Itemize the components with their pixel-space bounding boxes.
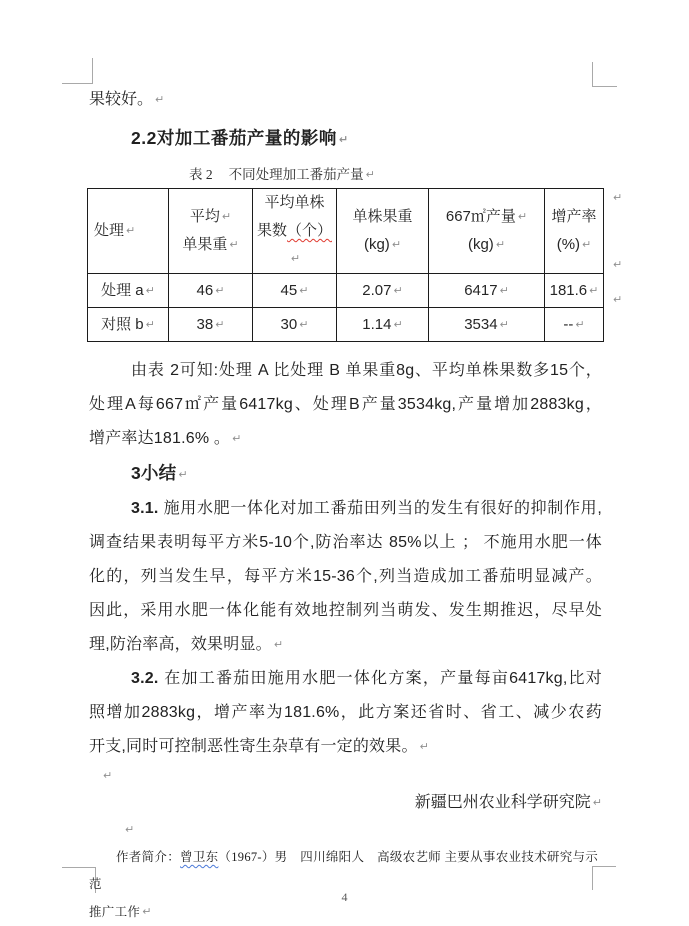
affiliation-text: 新疆巴州农业科学研究院 (414, 794, 591, 811)
paragraph-mark-icon: ↵ (517, 210, 528, 223)
header-cell-yield-667: 667㎡产量 ↵ (kg) ↵ (429, 189, 545, 274)
margin-crop-mark-top-right (592, 62, 617, 87)
spellcheck-marked-text: （个） (287, 222, 333, 239)
row-end-mark-icon: ↵ (613, 191, 623, 204)
header-cell-treatment: 处理 ↵ (88, 189, 169, 274)
paragraph-3-1 (89, 492, 602, 662)
paragraph-mark-icon: ↵ (290, 252, 301, 265)
cell-value: 6417 ↵ (429, 274, 545, 308)
table-caption-text: 不同处理加工番茄产量 (228, 167, 364, 182)
paragraph-mark-icon: ↵ (338, 133, 349, 146)
cell-value: 2.07 ↵ (337, 274, 429, 308)
paragraph-mark-icon: ↵ (419, 740, 430, 753)
page-number: 4 (341, 890, 348, 904)
cell-value: 1.14 ↵ (337, 308, 429, 342)
header-cell-yield-increase-rate: 增产率 (%) ↵ (545, 189, 604, 274)
paragraph-mark-icon: ↵ (145, 318, 155, 331)
page-body (89, 86, 623, 926)
text-line: 处理A每667㎡产量6417kg、处理B产量3534kg,产量增加2883kg， (89, 396, 602, 413)
text-line: 3.2. 在加工番茄田施用水肥一体化方案，产量每亩6417kg,比对 (131, 670, 602, 687)
text-line: 3.1. 施用水肥一体化对加工番茄田列当的发生有很好的抑制作用, (131, 500, 602, 517)
paragraph-mark-icon: ↵ (575, 318, 585, 331)
paragraph-mark-icon: ↵ (103, 769, 113, 782)
author-name: 曾卫东 (180, 850, 219, 864)
paragraph-mark-icon: ↵ (229, 238, 239, 251)
table-row-treatment-a (88, 274, 604, 308)
paragraph-mark-icon: ↵ (391, 238, 402, 251)
list-number: 3.2. (131, 670, 159, 687)
cell-treatment: 对照 b ↵ (88, 308, 169, 342)
paragraph-mark-icon: ↵ (232, 432, 242, 445)
cell-treatment: 处理 a ↵ (88, 274, 169, 308)
paragraph-mark-icon: ↵ (215, 318, 225, 331)
text-line: 增产率达181.6% 。 ↵ (89, 430, 242, 447)
row-end-mark-icon: ↵ (613, 258, 623, 271)
paragraph-mark-icon: ↵ (589, 284, 599, 297)
paragraph-mark-icon: ↵ (126, 224, 136, 237)
paragraph-mark-icon: ↵ (178, 468, 188, 481)
paragraph-mark-icon: ↵ (393, 284, 403, 297)
author-bio-prefix: 作者简介： (116, 850, 181, 864)
paragraph-table-summary (89, 354, 602, 456)
margin-crop-mark-top-left (62, 58, 93, 84)
empty-paragraph (89, 764, 602, 788)
list-number: 3.1. (131, 500, 159, 517)
paragraph-mark-icon: ↵ (499, 284, 509, 297)
paragraph-mark-icon: ↵ (125, 823, 135, 836)
empty-paragraph (89, 818, 602, 842)
summary-heading: 3小结 ↵ (131, 463, 188, 483)
table-container (89, 188, 623, 342)
paragraph-mark-icon: ↵ (499, 318, 509, 331)
intro-text-line (89, 86, 602, 114)
author-bio-text: （1967-）男 四川绵阳人 高级农艺师 主要从事农业技术研究与示范 (89, 850, 599, 891)
author-bio-line: 推广工作 ↵ (89, 905, 152, 919)
section-heading-2-2 (89, 123, 602, 155)
paragraph-mark-icon: ↵ (495, 238, 506, 251)
affiliation-line (89, 788, 602, 818)
data-table (87, 188, 604, 342)
paragraph-mark-icon: ↵ (215, 284, 225, 297)
paragraph-mark-icon: ↵ (273, 638, 284, 651)
header-cell-per-plant-weight: 单株果重(kg) ↵ (337, 189, 429, 274)
paragraph-mark-icon: ↵ (365, 168, 375, 181)
row-end-mark-icon: ↵ (613, 293, 623, 306)
cell-value: 46 ↵ (169, 274, 253, 308)
table-caption-label: 表 2 (189, 167, 213, 182)
paragraph-mark-icon: ↵ (592, 796, 602, 809)
text-line: 由表 2可知:处理 A 比处理 B 单果重8g、平均单株果数多15个， (131, 362, 602, 379)
author-bio (89, 844, 602, 926)
text-line: 因此，采用水肥一体化能有效地控制列当萌发、发生期推迟，尽早处 (89, 602, 602, 619)
header-cell-avg-fruit-count: 平均单株 果数（个）↵ (253, 189, 337, 274)
paragraph-mark-icon: ↵ (155, 93, 165, 106)
intro-text: 果较好。 (89, 91, 154, 108)
cell-value: 3534 ↵ (429, 308, 545, 342)
section-heading-text: 2.2对加工番茄产量的影响 (131, 128, 337, 148)
paragraph-mark-icon: ↵ (299, 284, 309, 297)
paragraph-mark-icon: ↵ (299, 318, 309, 331)
paragraph-mark-icon: ↵ (145, 284, 155, 297)
header-cell-avg-fruit-weight: 平均 ↵ 单果重 ↵ (169, 189, 253, 274)
cell-value: -- ↵ (545, 308, 604, 342)
text-line: 开支,同时可控制恶性寄生杂草有一定的效果。 ↵ (89, 738, 430, 755)
text-line: 照增加2883kg，增产率为181.6%，此方案还省时、省工、减少农药 (89, 704, 602, 721)
paragraph-mark-icon: ↵ (221, 210, 232, 223)
paragraph-mark-icon: ↵ (393, 318, 403, 331)
paragraph-3-2 (89, 662, 602, 764)
paragraph-mark-icon: ↵ (582, 238, 592, 251)
text-line: 调查结果表明每平方米5-10个,防治率达 85%以上 ； 不施用水肥一体 (89, 534, 602, 551)
table-caption (89, 165, 602, 185)
cell-value: 30 ↵ (253, 308, 337, 342)
table-header-row (88, 189, 604, 274)
cell-value: 38 ↵ (169, 308, 253, 342)
cell-value: 45 ↵ (253, 274, 337, 308)
paragraph-mark-icon: ↵ (142, 905, 152, 918)
text-line: 化的，列当发生早，每平方米15-36个,列当造成加工番茄明显减产。 (89, 568, 602, 585)
text-line: 理,防治率高，效果明显。 ↵ (89, 636, 284, 653)
cell-value: 181.6 ↵ (545, 274, 604, 308)
table-row-control-b (88, 308, 604, 342)
